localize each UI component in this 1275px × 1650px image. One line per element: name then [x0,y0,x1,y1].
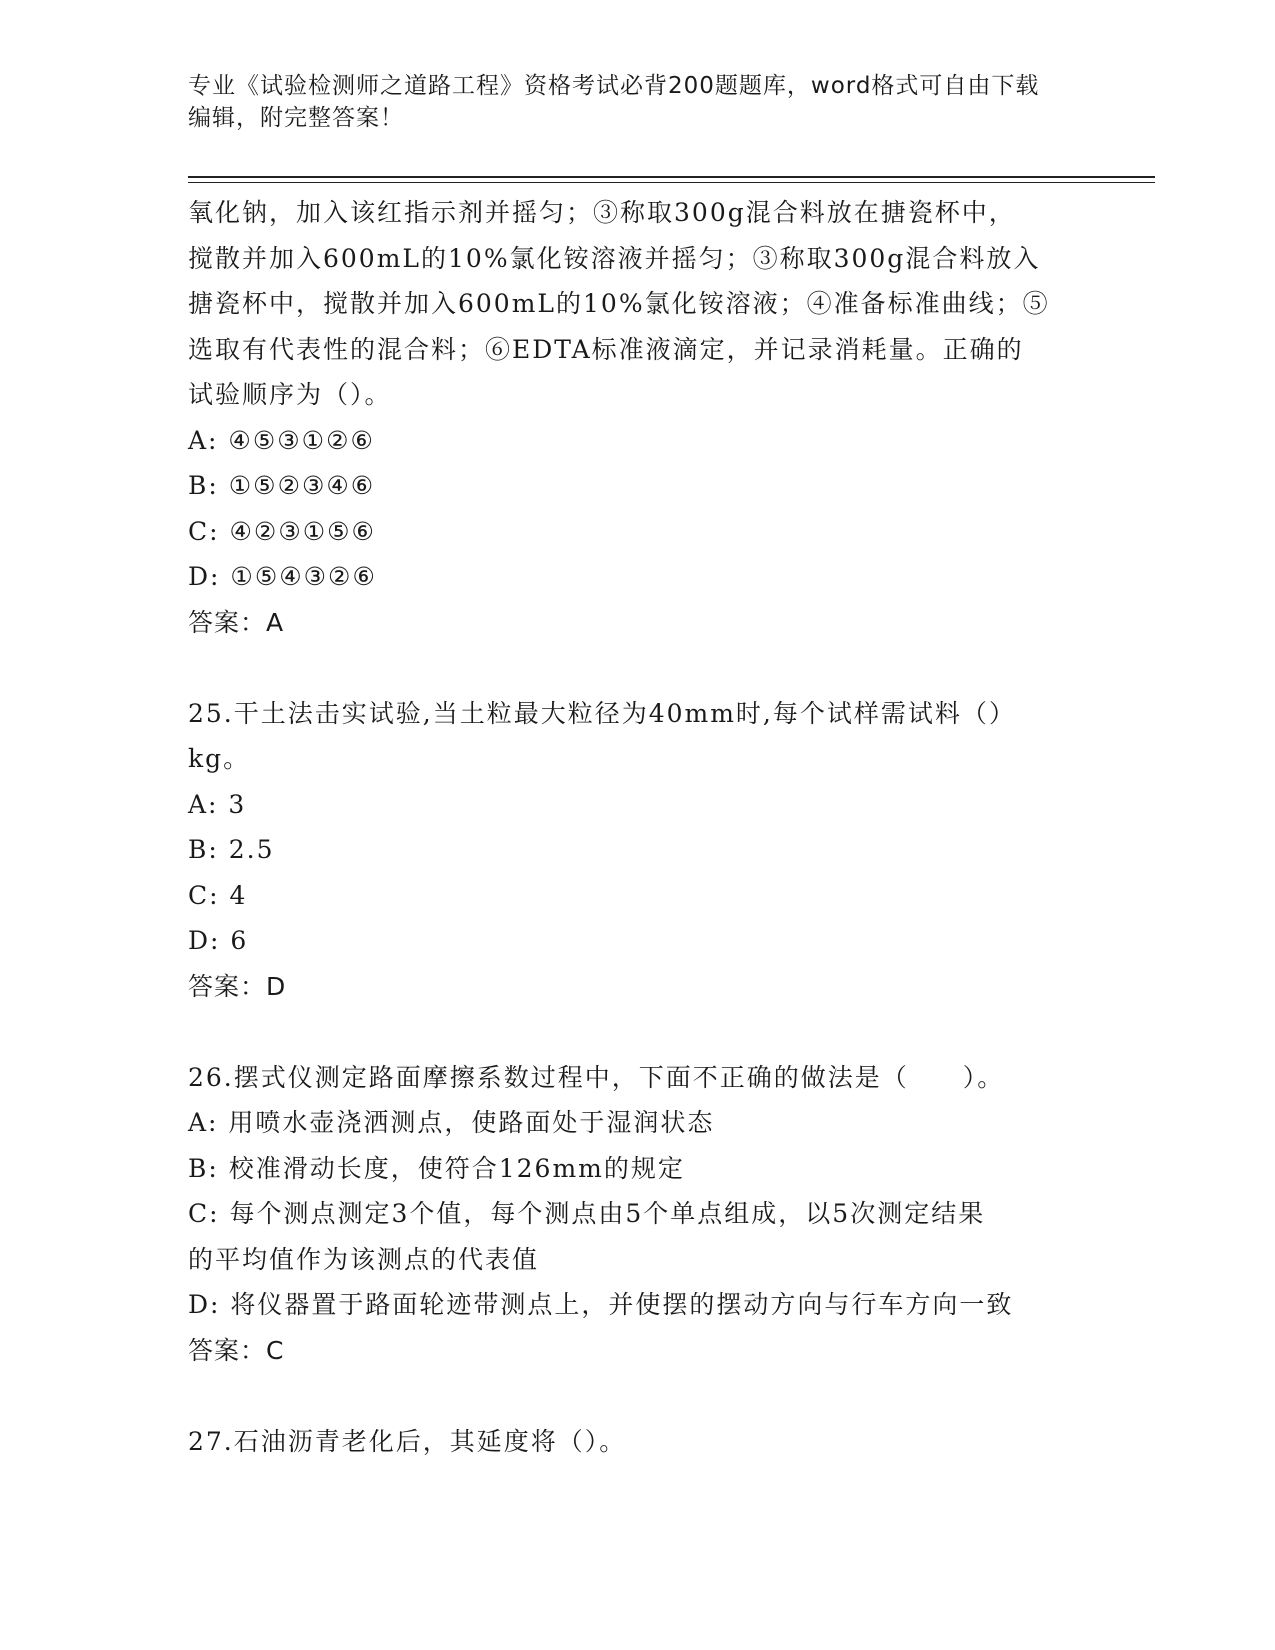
header-title-line-2: 编辑，附完整答案！ [188,105,404,131]
answer-label: 答案：A [188,607,285,637]
option-c: C: 每个测点测定3个值，每个测点由5个单点组成，以5次测定结果 [188,1199,986,1228]
question-27 [188,1419,1088,1465]
option-c: C: ④②③①⑤⑥ [188,516,376,546]
option-b: B: 2.5 [188,835,275,864]
header-divider-thick [188,176,1155,178]
question-text-line: 搅散并加入600mL的10%氯化铵溶液并摇匀；③称取300g混合料放入 [188,243,1041,273]
question-spacer [188,1373,1088,1419]
header-divider-thin [188,182,1155,183]
answer-label: 答案：C [188,1335,285,1365]
question-text-line: 搪瓷杯中，搅散并加入600mL的10%氯化铵溶液；④准备标准曲线；⑤ [188,289,1050,318]
document-body [188,190,1088,1464]
question-25 [188,691,1088,1010]
question-24 [188,190,1088,645]
question-spacer [188,645,1088,691]
question-text-line: 氧化钠，加入该红指示剂并摇匀；③称取300g混合料放在搪瓷杯中， [188,198,1016,227]
question-text-line: kg。 [188,744,251,773]
question-text-line: 26.摆式仪测定路面摩擦系数过程中，下面不正确的做法是（ ）。 [188,1062,1005,1092]
option-c-continuation: 的平均值作为该测点的代表值 [188,1244,540,1274]
option-a: A: 3 [188,789,247,819]
option-a: A: ④⑤③①②⑥ [188,425,375,455]
option-a: A: 用喷水壶浇洒测点，使路面处于湿润状态 [188,1108,715,1137]
question-text-line: 27.石油沥青老化后，其延度将（）。 [188,1426,627,1456]
question-26 [188,1055,1088,1374]
option-b: B: 校准滑动长度，使符合126mm的规定 [188,1153,685,1183]
question-text-line: 试验顺序为（）。 [188,380,392,409]
header-title-line-1: 专业《试验检测师之道路工程》资格考试必背200题题库，word格式可自由下载 [188,73,1040,99]
option-d: D: 将仪器置于路面轮迹带测点上，并使摆的摆动方向与行车方向一致 [188,1290,1014,1319]
option-d: D: ①⑤④③②⑥ [188,562,377,591]
option-d: D: 6 [188,926,249,955]
answer-label: 答案：D [188,971,287,1001]
question-spacer [188,1009,1088,1055]
document-header [188,70,1088,134]
option-c: C: 4 [188,880,248,910]
question-text-line: 选取有代表性的混合料；⑥EDTA标准液滴定，并记录消耗量。正确的 [188,334,1024,364]
option-b: B: ①⑤②③④⑥ [188,471,376,500]
question-text-line: 25.干土法击实试验,当土粒最大粒径为40mm时,每个试样需试料（） [188,698,1016,728]
